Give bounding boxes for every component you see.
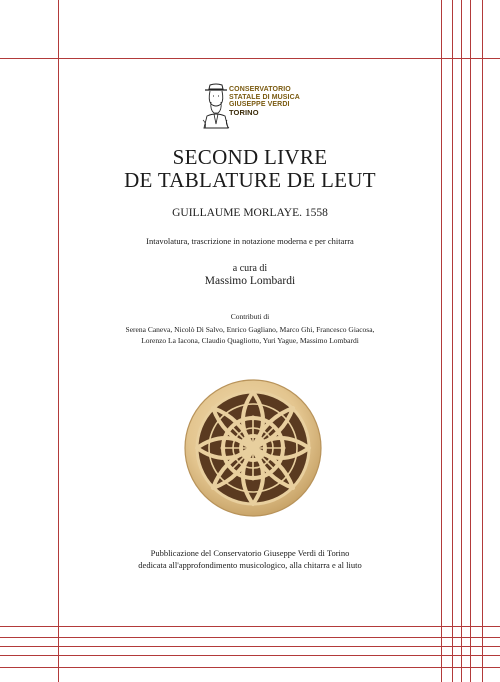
title-line-2: DE TABLATURE DE LEUT — [124, 168, 376, 192]
editor-name: Massimo Lombardi — [204, 275, 296, 287]
frame-line-bottom-5 — [0, 667, 500, 668]
book-title — [0, 146, 500, 192]
contributors-line-1: Serena Caneva, Nicolò Di Salvo, Enrico Gagliano, Marco Ghi, Francesco Giacosa, — [125, 325, 375, 334]
subtitle: Intavolatura, trascrizione in notazione moderna e per chitarra — [146, 236, 354, 246]
conservatory-logo — [201, 80, 311, 130]
logo-line-3: GIUSEPPE VERDI — [229, 101, 290, 108]
contributors-line-2: Lorenzo La Iacona, Claudio Quagliotto, Yuri Yague, Massimo Lombardi — [141, 336, 359, 345]
editor-label: a cura di — [232, 263, 268, 274]
contributors-list — [0, 324, 500, 346]
lute-rose-icon — [183, 378, 323, 518]
frame-line-top — [0, 58, 500, 59]
frame-line-bottom-4 — [0, 655, 500, 656]
frame-line-bottom-1 — [0, 626, 500, 627]
frame-line-bottom-3 — [0, 646, 500, 647]
author-line: GUILLAUME MORLAYE. 1558 — [172, 207, 328, 219]
logo-line-1: CONSERVATORIO — [229, 86, 291, 93]
publication-note — [0, 547, 500, 571]
verdi-portrait-icon — [201, 80, 231, 130]
logo-line-4: TORINO — [229, 107, 259, 117]
lute-rose-illustration — [183, 378, 323, 518]
logo-line-2: STATALE DI MUSICA — [229, 93, 300, 101]
contributors-label: Contributi di — [230, 312, 270, 321]
logo-text — [229, 86, 300, 116]
publication-note-line-1: Pubblicazione del Conservatorio Giuseppe Verdi di Torino — [150, 548, 350, 558]
frame-line-bottom-2 — [0, 637, 500, 638]
title-line-1: SECOND LIVRE — [172, 145, 328, 169]
publication-note-line-2: dedicata all'approfondimento musicologico, alla chitarra e al liuto — [138, 560, 362, 570]
editor-block — [0, 262, 500, 288]
